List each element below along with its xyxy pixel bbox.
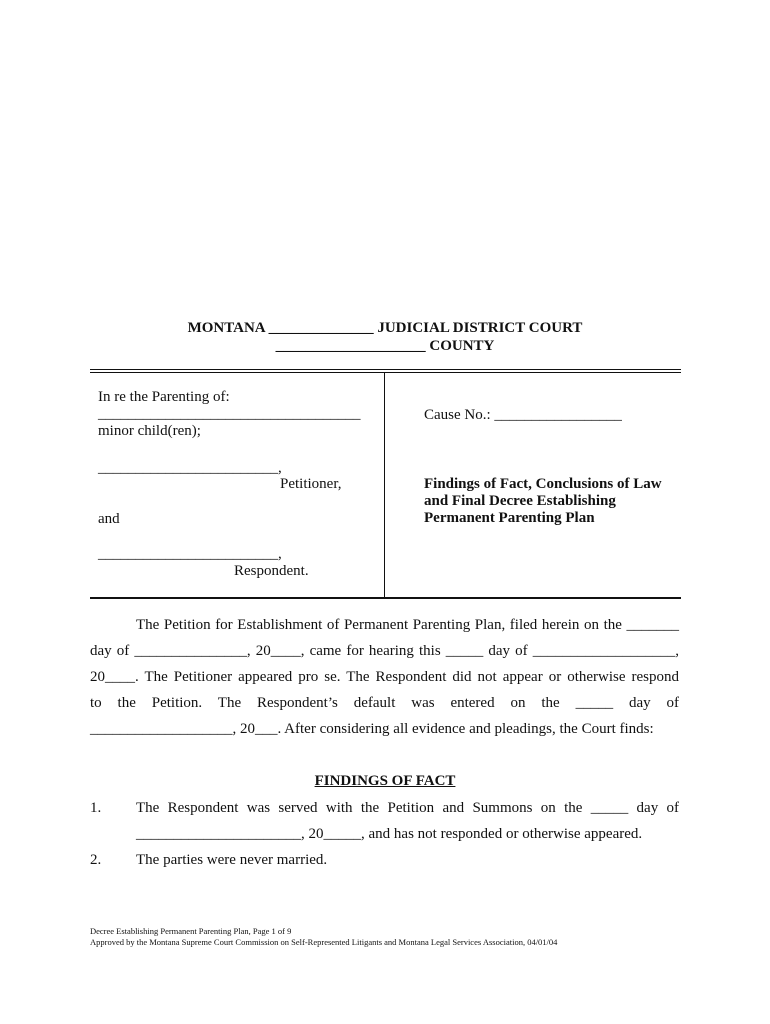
petitioner-label: Petitioner, xyxy=(280,476,342,492)
finding-1-line-1: The Respondent was served with the Petition and Summons on the _____ day of xyxy=(136,800,679,816)
caption-top-rule-2 xyxy=(90,372,681,373)
intro-line-2: day of _______________, 20____, came for hearing this _____ day of ___________________, xyxy=(90,643,679,659)
intro-line-5: ___________________, 20___. After considering all evidence and pleadings, the Court finds: xyxy=(90,721,654,737)
caption-divider xyxy=(384,373,385,599)
respondent-name-blank: ________________________, xyxy=(98,546,282,562)
finding-1-line-2: ______________________, 20_____, and has not responded or otherwise appeared. xyxy=(136,826,643,842)
and-label: and xyxy=(98,511,120,527)
finding-2-number: 2. xyxy=(90,852,102,868)
footer-page-info: Decree Establishing Permanent Parenting Plan, Page 1 of 9 xyxy=(90,926,292,936)
respondent-label: Respondent. xyxy=(234,563,309,579)
cause-number: Cause No.: _________________ xyxy=(424,407,622,423)
intro-line-3: 20____. The Petitioner appeared pro se. The Respondent did not appear or otherwise respond xyxy=(90,669,679,685)
document-title-line-3: Permanent Parenting Plan xyxy=(424,510,595,526)
caption-top-rule-1 xyxy=(90,369,681,370)
caption-bottom-rule xyxy=(90,597,681,599)
footer-approval: Approved by the Montana Supreme Court Commission on Self-Represented Litigants and Montana Legal Services Association, 04/01/04 xyxy=(90,937,558,947)
intro-line-1: The Petition for Establishment of Permanent Parenting Plan, filed herein on the _______ xyxy=(136,617,679,633)
finding-2-line-1: The parties were never married. xyxy=(136,852,328,868)
finding-1-number: 1. xyxy=(90,800,102,816)
minor-children-label: minor child(ren); xyxy=(98,423,201,439)
petitioner-name-blank: ________________________, xyxy=(98,460,282,476)
court-heading: MONTANA ______________ JUDICIAL DISTRICT COURT xyxy=(187,320,583,336)
document-title-line-1: Findings of Fact, Conclusions of Law xyxy=(424,476,662,492)
in-re-label: In re the Parenting of: xyxy=(98,389,230,405)
county-heading: ____________________ COUNTY xyxy=(275,338,495,354)
document-title-line-2: and Final Decree Establishing xyxy=(424,493,616,509)
child-name-blank: ___________________________________ xyxy=(98,406,361,422)
intro-line-4: to the Petition. The Respondent’s default was entered on the _____ day of xyxy=(90,695,679,711)
findings-heading: FINDINGS OF FACT xyxy=(314,773,456,789)
